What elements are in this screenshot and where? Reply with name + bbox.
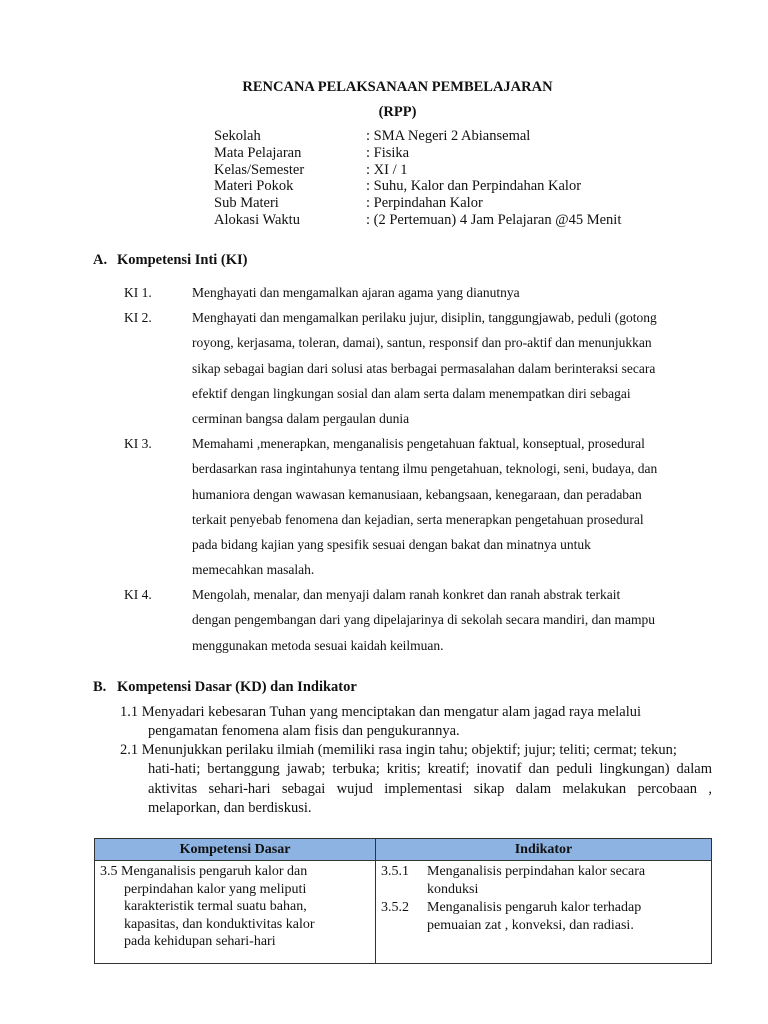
ki-text	[192, 431, 712, 583]
indicator-code: 3.5.2	[381, 900, 409, 915]
ki-line: Mengolah, menalar, dan menyaji dalam ranah konkret dan ranah abstrak terkait	[192, 587, 621, 602]
identity-label: Materi Pokok	[214, 178, 294, 194]
indicator-text	[427, 863, 645, 898]
identity-value: : Suhu, Kalor dan Perpindahan Kalor	[366, 178, 582, 194]
identity-value: : (2 Pertemuan) 4 Jam Pelajaran @45 Menit	[366, 212, 622, 228]
ki-line: terkait penyebab fenomena dan kejadian, serta menerapkan pengetahuan prosedural	[192, 511, 644, 527]
kd-line: hati-hati; bertanggung jawab; terbuka; kritis; kreatif; inovatif dan peduli lingkungan) dalam	[148, 761, 712, 778]
indicator-cell	[376, 861, 712, 964]
identity-label: Sub Materi	[214, 195, 279, 211]
indicator-text	[427, 899, 641, 934]
kd-cell-line: kapasitas, dan konduktivitas kalor	[124, 916, 315, 932]
ki-line: Menghayati dan mengamalkan perilaku jujur, disiplin, tanggungjawab, peduli (gotong	[192, 310, 657, 325]
kd-item	[120, 703, 712, 742]
ki-text	[192, 582, 712, 658]
table-row	[95, 861, 712, 964]
header-kompetensi-dasar: Kompetensi Dasar	[95, 839, 376, 861]
kd-cell-line: perpindahan kalor yang meliputi	[124, 881, 307, 897]
section-letter: B.	[93, 679, 107, 695]
kd-cell-line: 3.5 Menganalisis pengaruh kalor dan	[100, 864, 308, 879]
kd-line: 1.1 Menyadari kebesaran Tuhan yang menciptakan dan mengatur alam jagad raya melalui	[120, 704, 642, 720]
identity-label: Mata Pelajaran	[214, 145, 302, 161]
kd-cell-line: pada kehidupan sehari-hari	[124, 934, 276, 949]
ki-line: efektif dengan lingkungan sosial dan alam serta dalam menempatkan diri sebagai	[192, 385, 631, 401]
ki-line: Menghayati dan mengamalkan ajaran agama yang dianutnya	[192, 285, 520, 300]
section-title: Kompetensi Dasar (KD) dan Indikator	[117, 679, 357, 695]
identity-value: : SMA Negeri 2 Abiansemal	[366, 128, 531, 144]
kd-line: 2.1 Menunjukkan perilaku ilmiah (memiliki rasa ingin tahu; objektif; jujur; teliti; cermat; tekun;	[120, 742, 677, 758]
ki-text	[192, 305, 712, 431]
ki-code: KI 4.	[124, 587, 152, 602]
section-a-heading	[93, 252, 248, 269]
indicator-item	[381, 899, 706, 934]
document-subtitle: (RPP)	[378, 104, 417, 120]
section-letter: A.	[93, 252, 108, 268]
indicator-line: Menganalisis perpindahan kalor secara	[427, 864, 646, 879]
kd-indicator-table	[94, 838, 712, 964]
section-title: Kompetensi Inti (KI)	[117, 252, 248, 268]
identity-value: : Fisika	[366, 145, 410, 161]
ki-line: sikap sebagai bagian dari solusi atas berbagai permasalahan dalam berinteraksi secara	[192, 360, 656, 376]
ki-line: cerminan bangsa dalam pergaulan dunia	[192, 411, 410, 427]
document-title: RENCANA PELAKSANAAN PEMBELAJARAN	[242, 79, 553, 95]
identity-label: Kelas/Semester	[214, 162, 305, 178]
ki-line: humaniora dengan wawasan kemanusiaan, kebangsaan, kenegaraan, dan peradaban	[192, 486, 642, 502]
kd-cell	[95, 861, 376, 964]
ki-line: pada bidang kajian yang spesifik sesuai dengan bakat dan minatnya untuk	[192, 537, 591, 553]
kd-cell-line: karakteristik termal suatu bahan,	[124, 899, 307, 914]
identity-label: Sekolah	[214, 128, 261, 144]
kd-line: melaporkan, dan berdiskusi.	[148, 799, 312, 816]
ki-line: royong, kerjasama, toleran, damai), santun, responsif dan pro-aktif dan menunjukkan	[192, 335, 652, 351]
ki-line: memecahkan masalah.	[192, 562, 315, 578]
ki-line: dengan pengembangan dari yang dipelajarinya di sekolah secara mandiri, dan mampu	[192, 612, 655, 628]
kd-line: pengamatan fenomena alam fisis dan pengukurannya.	[148, 723, 460, 740]
indicator-code: 3.5.1	[381, 864, 409, 879]
ki-code: KI 2.	[124, 310, 152, 325]
ki-code: KI 1.	[124, 285, 152, 300]
kd-item	[120, 741, 712, 818]
identity-value: : XI / 1	[366, 162, 408, 178]
table-header-row	[95, 839, 712, 861]
indicator-line: Menganalisis pengaruh kalor terhadap	[427, 900, 642, 915]
ki-line: menggunakan metoda sesuai kaidah keilmuan.	[192, 637, 444, 653]
identity-value: : Perpindahan Kalor	[366, 195, 483, 211]
kd-line: aktivitas sehari-hari sebagai wujud implementasi sikap dalam melakukan percobaan ,	[148, 780, 712, 797]
ki-line: Memahami ,menerapkan, menganalisis pengetahuan faktual, konseptual, prosedural	[192, 436, 645, 451]
section-b-heading	[93, 679, 357, 696]
ki-code: KI 3.	[124, 436, 152, 451]
ki-text	[192, 280, 712, 305]
ki-line: berdasarkan rasa ingintahunya tentang ilmu pengetahuan, teknologi, seni, budaya, dan	[192, 461, 658, 477]
indicator-line: pemuaian zat , konveksi, dan radiasi.	[427, 917, 634, 933]
identity-label: Alokasi Waktu	[214, 212, 300, 228]
indicator-line: konduksi	[427, 881, 479, 897]
indicator-item	[381, 863, 706, 898]
header-indikator: Indikator	[376, 839, 712, 861]
